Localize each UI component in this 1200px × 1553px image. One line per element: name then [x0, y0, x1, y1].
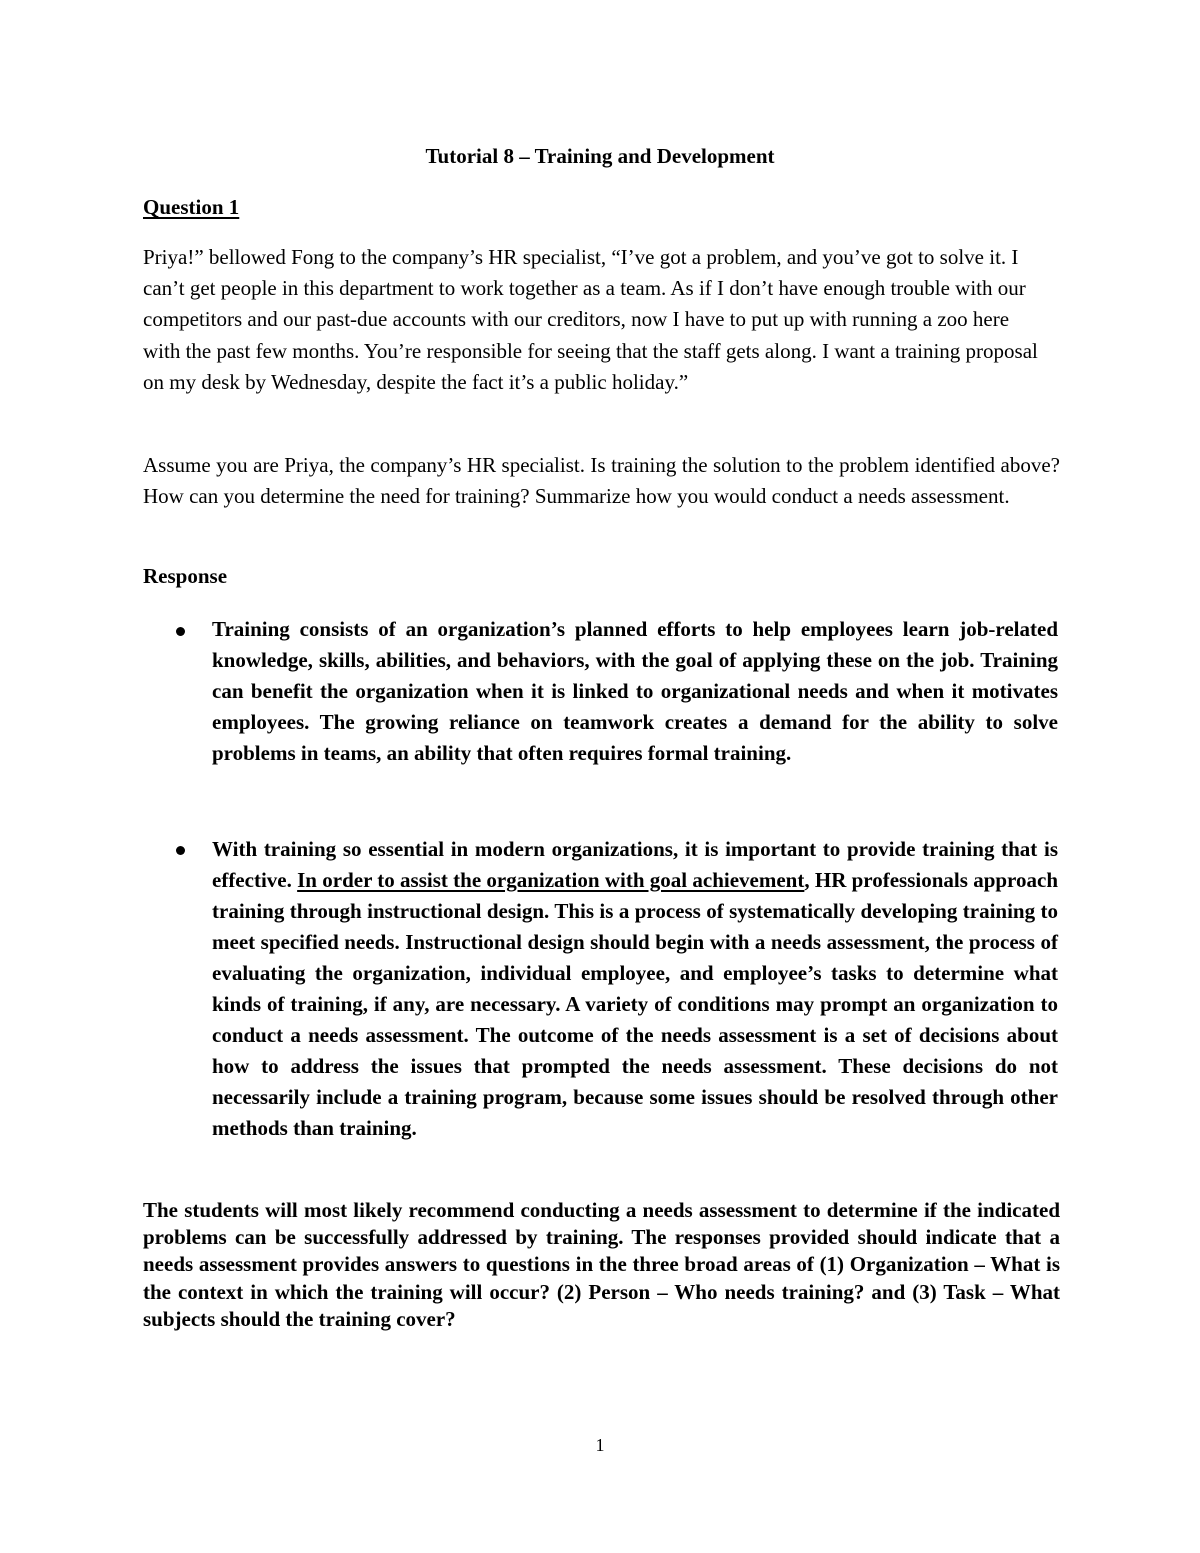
question-heading: Question 1 — [143, 195, 240, 219]
response-heading: Response — [143, 564, 228, 588]
bullet-text-after: , HR professionals approach training through instructional design. This is a process of systematically developing training to meet specified needs. Instructional design should begin with a needs assessment, the process of evaluating the organization, individual employee, and employee’s tasks to determine what kinds of training, if any, are necessary. A variety of conditions may prompt an organization to conduct a needs assessment. The outcome of the needs assessment is a set of decisions about how to address the issues that prompted the needs assessment. These decisions do not necessarily include a training program, because some issues should be resolved through other methods than training. — [212, 868, 1058, 1140]
bullet-icon — [176, 846, 185, 855]
bullet-text-before: With training so essential in modern organizations, it is important to provide training that is effective. — [212, 837, 1058, 892]
underlined-phrase: In order to assist the organization with goal achievement — [297, 868, 805, 892]
bullet-item — [212, 834, 1058, 1144]
document-title: Tutorial 8 – Training and Development — [425, 144, 775, 168]
closing-paragraph: The students will most likely recommend conducting a needs assessment to determine if the indicated problems can be successfully addressed by training. The responses provided should indicate that a needs assessment provides answers to questions in the three broad areas of (1) Organization – What is the context in which the training will occur? (2) Person – Who needs training? and (3) Task – What subjects should the training cover? — [143, 1198, 1060, 1331]
bullet-icon — [176, 627, 185, 636]
question-paragraph: Priya!” bellowed Fong to the company’s HR specialist, “I’ve got a problem, and you’ve got to solve it. I can’t get people in this department to work together as a team. As if I don’t have enough trouble with our competitors and our past-due accounts with our creditors, now I have to put up with running a zoo here with the past few months. You’re responsible for seeing that the staff gets along. I want a training proposal on my desk by Wednesday, despite the fact it’s a public holiday.” — [143, 245, 1038, 394]
bullet-item: Training consists of an organization’s planned efforts to help employees learn job-related knowledge, skills, abilities, and behaviors, with the goal of applying these on the job. Training can benefit the organization when it is linked to organizational needs and when it motivates employees. The growing reliance on teamwork creates a demand for the ability to solve problems in teams, an ability that often requires formal training. — [212, 617, 1058, 765]
assignment-paragraph: Assume you are Priya, the company’s HR specialist. Is training the solution to the problem identified above? How can you determine the need for training? Summarize how you would conduct a needs assessment. — [143, 453, 1060, 509]
page-number: 1 — [595, 1435, 605, 1455]
